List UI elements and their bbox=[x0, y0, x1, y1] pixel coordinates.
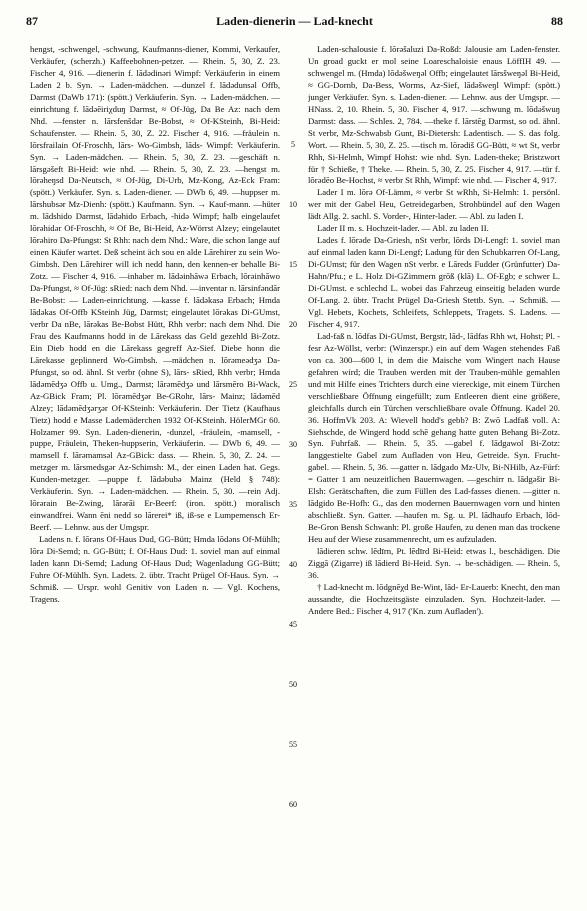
line-number: 5 bbox=[291, 140, 295, 149]
page-number-right: 88 bbox=[551, 14, 563, 28]
entry-paragraph: Ladens n. f. lōrəns Of-Haus Dud, GG-Bütt; Hmda lōdəns Of-Mühlh; lōrə Di-Semd; n. GG-Bütt; f. Of-Haus Dud: 1. soviel man auf einmal laden kann Di-Semd; Ladung Of-Haus Dud; Wagenladung GG-Bütt; Fuhre Of-Mühlh. Syn. Ladets. 2. übtr. Tracht Prügel Of-Haus. Syn. → Schmiß. — Urspr. wohl Genitiv von Laden n. — Vgl. Kochens, Tragens. bbox=[30, 534, 280, 604]
entry-paragraph: Laden-schalousie f. lōrəšaluzi Da-Roßd: Jalousie am Laden-fenster. Un groad guckt er mol seine Loareschaloisie enaus LöffIH 49. —schwengel m. (Hmda) lōdəšweŋəl Offb; eingelautet lārsšweŋəl Bi-Heid, ≈ GG-Dornb, Da-Bess, Worms, Az-Sief, lādəšweŋl Wimpf: (spött.) junger Verkäufer. Syn. s. Laden-diener. — Lehnw. aus der Umgspr. — HNass. 2, 10. Rhein. 5, 30. Fischer 4, 917. —schwung m. lōdəšwuŋ Darmst: dass. — Schles. 2, 784. —theke f. lārstēg Darmst, so od. ähnl. St verbr, Mz-Schwabsb Gunt, Bi-Dietersh: Ladentisch. — S. das folg. Wort. — Rhein. 5, 30, Z. 25. —tisch m. lōrədiš GG-Bütt, ≈ wt St, verbr Rhh, Si-Helmh, Wimpf Hohst: wie nhd. Syn. Laden-theke; Bristzwort für † Schieße, † Theke. — Rhein. 5, 30, Z. 25. Fischer 4, 917. —tür f. lōrədēo Be-Hochst, ≈ verbr St Rhh, Wimpf: wie nhd. — Fischer 4, 917. bbox=[308, 44, 560, 186]
line-number: 10 bbox=[289, 200, 297, 209]
line-number: 40 bbox=[289, 560, 297, 569]
line-number: 55 bbox=[289, 740, 297, 749]
line-number: 15 bbox=[289, 260, 297, 269]
entry-paragraph: Lades f. lōrəde Da-Griesh, nSt verbr, lōrds Di-Lengf: 1. soviel man auf einmal laden kann Di-Lengf; Ladung für den Schubkarren Of-Lang, Di-GUmst; für den Wagen nSt verbr. e Lāreds Fudder (Grünfutter) Da-Hahn/Pfu.; e L. Holz Di-GZimmern grōß (klā) L. Of-Egb; e schwer L. Di-GUmst. e schlechd L. wobei das Fahrzeug einseitig beladen wurde Of-Lang. 2. übtr. Tracht Prügel Da-Griesh Stettb. Syn. → Schmiß. — Vgl. Hebets, Kochets, Schleifets, Schleppets, Tragets. S. Ladens. — Fischer 4, 917. bbox=[308, 235, 560, 329]
entry-paragraph: Lad-faß n. lōdfas Di-GUmst, Bergstr, lād-, lādfas Rhh wt, Hohst; Pl. -fesr Az-Wöllst, verbr: (Winzerspr.) ein auf dem Wagen stehendes Faß von ca. 300—600 l, in dem die Maische vom Wingert nach Hause gefahren wird; die Trauben werden mit der Trauben-mühle gemahlen und mit Hilfe eines Trichters durch eine viereckige, mit einem Türchen verschließbare Öffnung eingefüllt; zum Entleeren dient eine größere, gleichfalls durch ein Türchen verschließbare ovale Öffnung. Kadel 20. 36. HoffmVk 203. A: Wievell hodd's gebb? B: Zwō Ladfaß voll. A: Siehschde, de Wingerd hodd schē gehang hatte guten Behang Bi-Zotz. Syn. Fuhrfaß. — Rhein. 5, 35. —gabel f. lādgawol Bi-Zotz: langgestielte Gabel zum Aufladen von Heu, Getreide. Syn. Frucht-gabel. — Rhein. 5, 36. —gatter n. lādgado Mz-Ulv, Bi-NHilb, Az-Fürf: = Gatter 1 am neuzeitlichen Bauernwagen. —geschirr n. lādgəšir Bi-Elsh: Gerätschaften, die zum Füllen des Lad-fasses dienen. —gitter n. lādgido Be-Hofh: G., das den modernen Bauernwagen vorn und hinten abschließt. Syn. Gatter. —haufen m. Sg. u. Pl. lādhaufo Erbach, lōd- Be-Gron Bensh Schwanh: Pl. große Haufen, zu denen man das trockene Heu auf der Wiese zusammenrecht, um es aufzuladen. bbox=[308, 330, 560, 545]
entry-paragraph: lādieren schw. lēdīrn, Pt. lēdīrd Bi-Heid: etwas l., beschädigen. Die Ziggā (Zigarre) iß lādierd Bi-Heid. Syn. → be-schädigen. — Rhein. 5, 36. bbox=[308, 546, 560, 580]
line-number: 50 bbox=[289, 680, 297, 689]
running-title: Laden-dienerin — Lad-knecht bbox=[216, 14, 373, 28]
entry-paragraph: Lader II m. s. Hochzeit-lader. — Abl. zu laden II. bbox=[317, 223, 489, 234]
entry-paragraph: Lader I m. lōrə Of-Lämm, ≈ verbr St wRhh, Si-Helmh: 1. persönl. wer mit der Gabel Heu, Getreidegarben, Strohbündel auf den Wagen lädt Allg. 2. sachl. S. Vorder-, Hinter-lader. — Abl. zu laden I. bbox=[308, 187, 560, 222]
line-number-gutter bbox=[284, 44, 302, 894]
line-number: 60 bbox=[289, 800, 297, 809]
line-number: 30 bbox=[289, 440, 297, 449]
left-column bbox=[30, 44, 280, 894]
page-number-left: 87 bbox=[26, 14, 38, 28]
line-number: 20 bbox=[289, 320, 297, 329]
line-number: 35 bbox=[289, 500, 297, 509]
entry-paragraph: † Lad-knecht m. lōdgnēχd Be-Wint, lād- Er-Lauerb: Knecht, den man aussandte, die Hochzeitsgäste einzuladen. Syn. Hochzeit-lader. — Andere Bed.: Fischer 4, 917 ('Kn. zum Aufladen'). bbox=[308, 581, 560, 616]
right-column bbox=[308, 44, 560, 894]
line-number: 45 bbox=[289, 620, 297, 629]
line-number: 25 bbox=[289, 380, 297, 389]
entry-paragraph: hengst, -schwengel, -schwung, Kaufmanns-diener, Kommi, Verkaufer, Verkäufer, (scherzh.) Kaffeebohnen-petzer. — Rhein. 5, 30, Z. 23. Fischer 4, 916. —dienerin f. lādədinəri Wimpf: Verkäuferin in einem Laden 2 b. Syn. → Laden-mädchen. —dunzel f. lādədunsəl Offb, Darmst (DaWb 171): (spött.) Verkäuferin. Syn. → Laden-mädchen. —einrichtung f. lādəēiriχduŋ Darmst, ≈ Of-Jüg, Da Be Az: nach dem Nhd. —fenster n. lārsfenšdər Be-Bobst, ≈ Of-KSteinh, Bi-Heid: Schaufenster. — Rhein. 5, 30, Z. 22. Fischer 4, 916. —fräulein n. lōrsfrailain Of-Froschh, lārs- Wo-Gimbsh, lāds- Wimpf: Verkäuferin. Syn. → Laden-mädchen. — Rhein. 5, 30, Z. 23. —geschäft n. lārsgəšeft Bi-Heid: wie nhd. — Rhein. 5, 30, Z. 23. —hengst m. lōrəheŋsd Da-Neutsch, ≈ Of-Jüg, Di-Urb, Mz-Kong, Az-Eck Fram: (spött.) Verkäufer. Syn. s. Laden-diener. — DWb 6, 49. —huppser m. lārshubsər Mz-Dienh: (spött.) Kaufmann. Syn. → Kauf-mann. —hüter m. lādshido Darmst, lādəhido Erbach, -hidə Wimpf; halb eingelaufet lōrəhidər Of-Froschh, ≈ Of Be, Bi-Heid, Az-Wörrst Alzey; eingelautet lōrəhiro Da-Pfungst: St Rhh: nach dem Nhd.: Ware, die schon lange auf einen Käufer wartet. Deß scheint äch sou en alde Lārehirer zu sein Wo-Gimbsh. Den Lārehirer will ich nedd hann, den kennen-er behalle Bi-Zotz. — Fischer 4, 916. —inhaber m. lādəinhāwə Erbach, lōrəinhāwo Da-Pfungst, ≈ Of-Jüg: sRied: nach dem Nhd. —inventar n. lārsinfəndār Be-Bobst: — Laden-einrichtung. —kasse f. lādəkasə Erbach; Hmda lādəkas Of-Offb KSteinh Jüg, Darmst; eingelautet lōrəkas Di-GUmst, verbr Da nBe, lārəkas Be-Bobst Hütt, Rhh verbr: nach dem Nhd. Die Frau des Kaufmanns hodd in de Lārekass das Geld gezehld Bi-Zotz. Ein Dieb hodd en die Lārekass gegreff Az-Sief. Diebe honn die Lārekasse geplinnerd Wo-Gimbsh. —mädchen n. lōrəmeədʒə Da-Pfungst, so od. ähnl. St verbr (ohne S), lārs- sRied, Rhh verbr; Hmda lādəmēdʒə Offb u. Umg., Darmst; lārəmēdʒə und lārsmēro Bi-Wack, Az-GBick Fram; Pl. lōrəmēdʒər Be-GRohr, lārs- Mainz; lādəmēd Alzey; lādəmēdʒərʒər Of-KSteinh: Verkäuferin. Der Tietz (Kaufhaus Tietz) hodd e Masse Lademäderchen 1932 Of-KSteinh. HölerMGr 60. Holzamer 99. Syn. Laden-dienerin, -dunzel, -fräulein, -mamsell, -puppe, Fräulein, Theken-huppserin, Verkäuferin. — DWb 6, 49. —mamsell f. lārəmamsəl Az-GBick: dass. — Rhein. 5, 30, Z. 24. —metzger m. lārsmedsgər Az-Schimsh: M., der einen Laden hat. Gegs. Kunden-metzger. —puppe f. lādəbubə Mainz (Held § 748): Verkäuferin. Syn. → Laden-mädchen. — Rhein. 5, 30. —rein Adj. lōrərain Be-Zwing, lārərāi Er-Beerf: (iron. spött.) moralisch einwandfrei. Wann ēni nedd so lārerei* iß, iß-se e Lumpemensch Er-Beerf. — Lehnw. aus der Umgspr. bbox=[30, 44, 280, 533]
page-header bbox=[26, 14, 563, 30]
